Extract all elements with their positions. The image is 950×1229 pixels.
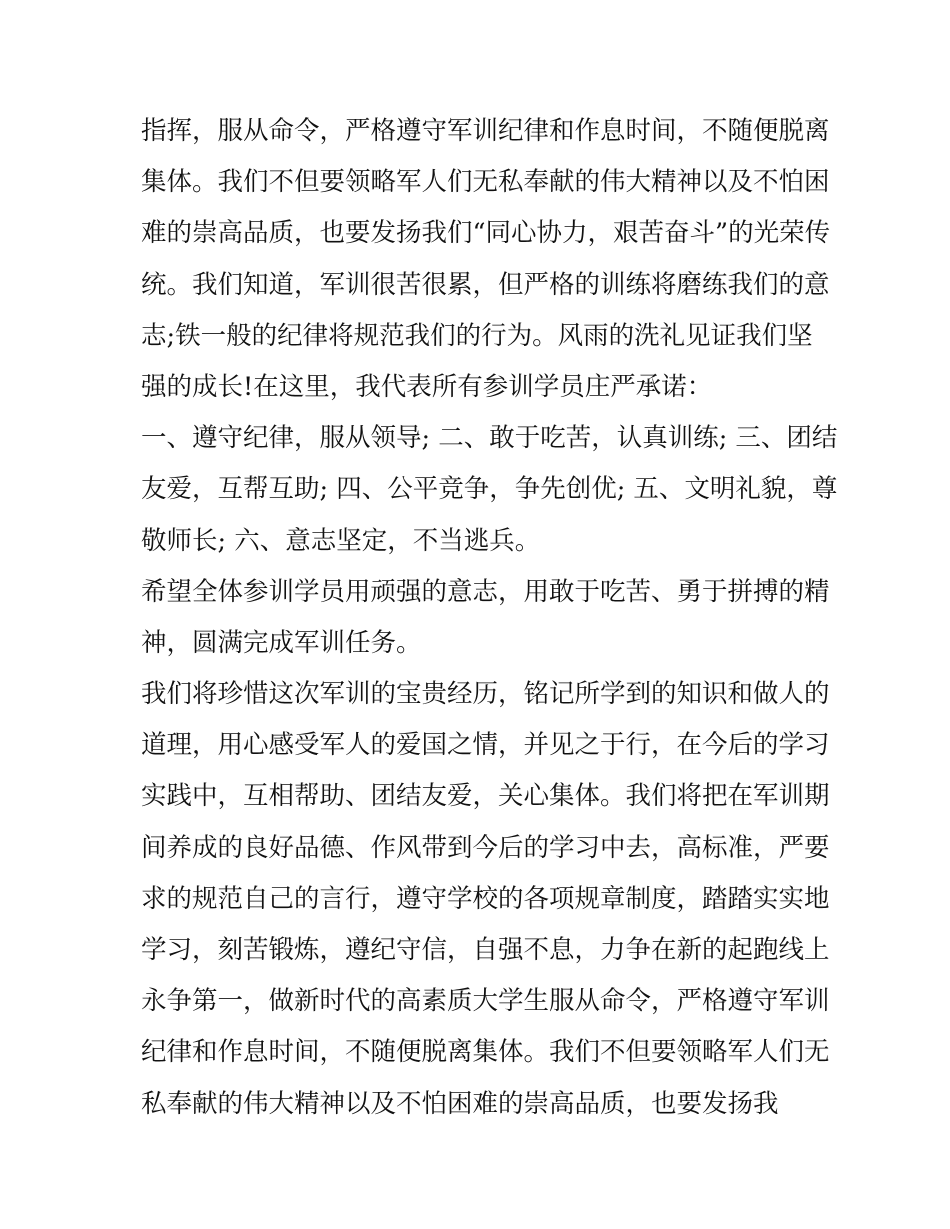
text-line-6: 强的成长!在这里，我代表所有参训学员庄严承诺： bbox=[141, 371, 713, 402]
text-line-1: 指挥，服从命令，严格遵守军训纪律和作息时间，不随便脱离 bbox=[141, 116, 830, 146]
text-line-18: 永争第一，做新时代的高素质大学生服从命令，严格遵守军训 bbox=[141, 986, 830, 1017]
text-line-17: 学习，刻苦锻炼，遵纪守信，自强不息，力争在新的起跑线上 bbox=[141, 935, 830, 965]
text-line-12: 我们将珍惜这次军训的宝贵经历，铭记所学到的知识和做人的 bbox=[141, 679, 830, 710]
text-line-8: 友爱，互帮互助; 四、公平竞争，争先创优; 五、文明礼貌，尊 bbox=[141, 474, 838, 505]
text-line-19: 纪律和作息时间，不随便脱离集体。我们不但要领略军人们无 bbox=[141, 1037, 830, 1068]
text-line-3: 难的崇高品质，也要发扬我们“同心协力，艰苦奋斗”的光荣传 bbox=[141, 218, 831, 249]
text-line-9: 敬师长; 六、意志坚定，不当逃兵。 bbox=[141, 525, 541, 556]
text-line-2: 集体。我们不但要领略军人们无私奉献的伟大精神以及不怕困 bbox=[141, 167, 830, 198]
document-body bbox=[141, 106, 838, 1130]
text-line-11: 神，圆满完成军训任务。 bbox=[141, 627, 422, 658]
text-line-7: 一、遵守纪律，服从领导; 二、敢于吃苦，认真训练; 三、团结 bbox=[141, 423, 838, 454]
text-line-20: 私奉献的伟大精神以及不怕困难的崇高品质，也要发扬我 bbox=[141, 1088, 779, 1119]
text-line-5: 志;铁一般的纪律将规范我们的行为。风雨的洗礼见证我们坚 bbox=[141, 320, 813, 351]
text-line-4: 统。我们知道，军训很苦很累，但严格的训练将磨练我们的意 bbox=[141, 269, 830, 300]
text-line-16: 求的规范自己的言行，遵守学校的各项规章制度，踏踏实实地 bbox=[141, 883, 830, 914]
text-line-13: 道理，用心感受军人的爱国之情，并见之于行，在今后的学习 bbox=[141, 730, 830, 761]
text-line-10: 希望全体参训学员用顽强的意志，用敢于吃苦、勇于拼搏的精 bbox=[141, 576, 830, 607]
text-line-14: 实践中，互相帮助、团结友爱，关心集体。我们将把在军训期 bbox=[141, 781, 830, 812]
text-line-15: 间养成的良好品德、作风带到今后的学习中去，高标准，严要 bbox=[141, 832, 830, 863]
